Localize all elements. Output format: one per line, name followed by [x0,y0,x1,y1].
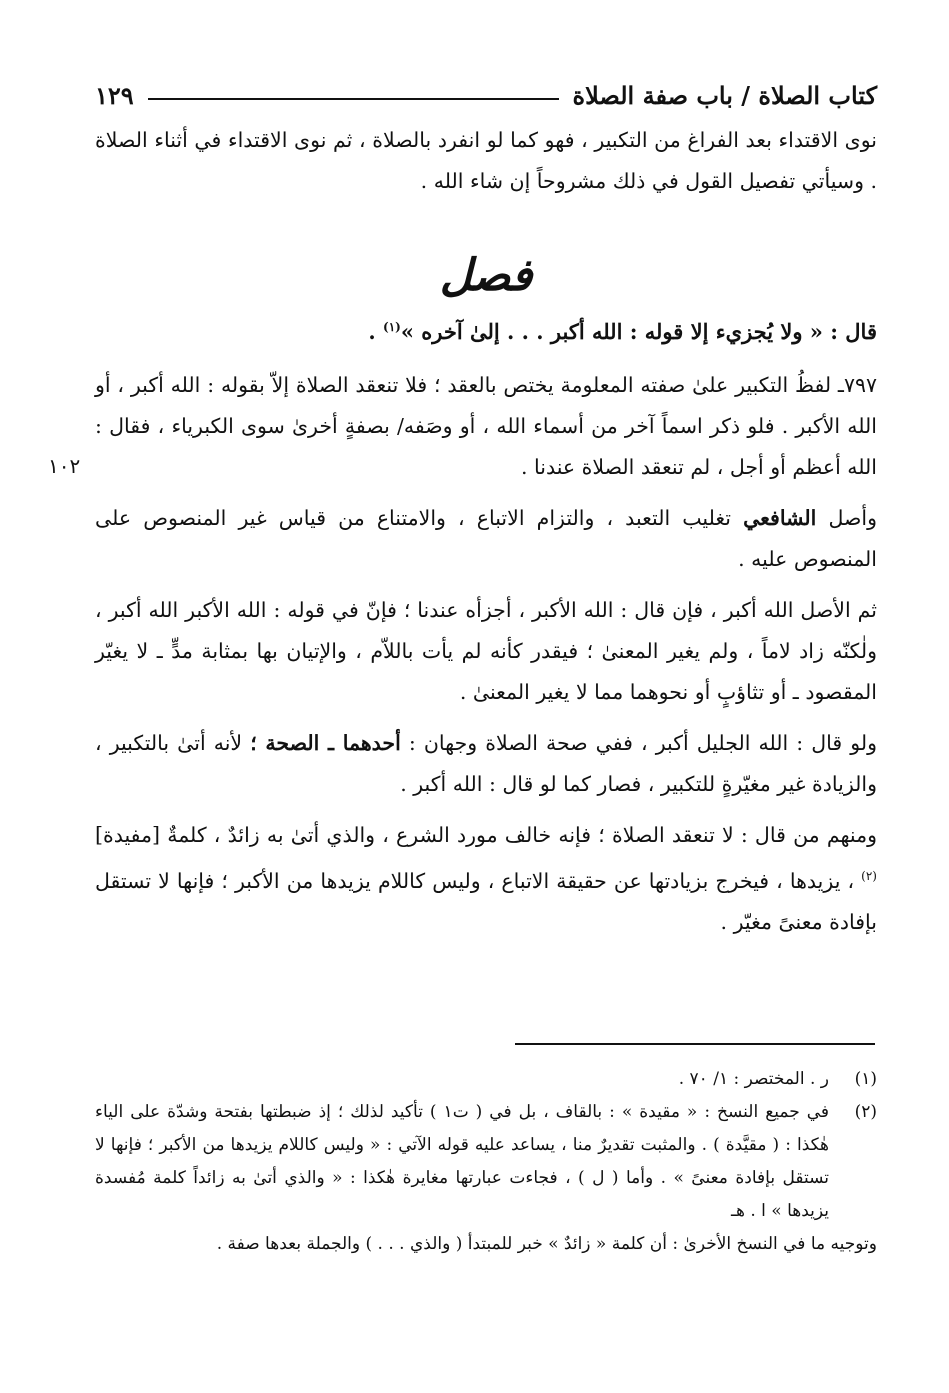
paragraph-797: ٧٩٧ـ لفظُ التكبير علىٰ صفته المعلومة يختص بالعقد ؛ فلا تنعقد الصلاة إلاّ بقوله : الله أكبر ، أو الله الأكبر . فلو ذكر اسماً آخر من أسماء الله ، أو وصَفه/ بصفةٍ أخرىٰ سوى الكبرياء ، فقال : الله أعظم أو أجل ، لم تنعقد الصلاة عندنا . [95,373,877,479]
footnote-ref-2: (٢) [861,869,877,883]
footnote-number: (٢) [854,1102,877,1122]
footnote-text: في جميع النسخ : « مقيدة » : بالقاف ، بل في ( ت١ ) تأكيد لذلك ؛ إذ ضبطتها بفتحة وشدّة على الياء هٰكذا : ( مقيَّدة ) . والمثبت تقديرٌ منا ، يساعد عليه قوله الآتي : « وليس كاللام يزيدها من الأكبر ؛ فإنها لا تستقل بإفادة معنىً » . وأما ( ل ) ، فجاءت عبارتها مغايرة هٰكذا : « والذي أتىٰ به زائداً كلمة مُفسدة يزيدها » ا . هـ [95,1102,829,1221]
p4-rest: لأنه أتىٰ بالتكبير ، والزيادة غير مغيّرةٍ للتكبير ، فصار كما لو قال : الله أكبر . [95,731,877,796]
footnote-text: ر . المختصر : ١/ ٧٠ . [678,1069,829,1089]
footnote-number: (١) [854,1069,877,1089]
margin-page-number: ١٠٢ [48,454,81,478]
footnote-2 [95,1096,877,1228]
quote-text: قال : « ولا يُجزيء إلا قوله : الله أكبر . . . إلىٰ آخره » [400,319,877,344]
paragraph-minhum [95,815,877,943]
footnotes [95,1063,877,1261]
p5-a: ومنهم من قال : لا تنعقد الصلاة ؛ فإنه خالف مورد الشرع ، والذي أتىٰ به زائدٌ ، كلمةٌ [مفيدة] [95,823,877,847]
running-header [95,70,877,120]
footnote-2-continuation: وتوجيه ما في النسخ الأخرىٰ : أن كلمة « زائدٌ » خبر للمبتدأ ( والذي . . . ) والجملة بعدها صفة . [216,1234,877,1254]
header-rule [148,98,559,100]
p2-rest: تغليب التعبد ، والتزام الاتباع ، والامتناع من قياس غير المنصوص على المنصوص عليه . [95,506,877,571]
footnote-ref-1: (١) [383,320,401,334]
footnote-separator [515,1043,875,1045]
section-quote: قال : « ولا يُجزيء إلا قوله : الله أكبر . . . إلىٰ آخره »$^{(١)}$ . [368,319,877,344]
p5-b: ، يزيدها ، فيخرج بزيادتها عن حقيقة الاتباع ، وليس كاللام يزيدها من الأكبر ؛ فإنها لا تستقل بإفادة معنىً مغيّر . [95,868,877,934]
paragraph-asl: ثم الأصل الله أكبر ، فإن قال : الله الأكبر ، أجزأه عندنا ؛ فإنّ في قوله : الله الأكبر الله أكبر ، ولٰكنّه زاد لاماً ، ولم يغير المعنىٰ ؛ فيقدر كأنه لم يأت باللاّم ، والإتيان بها بمثابة مدٍّ ـ لا يغيّر المقصود ـ أو تثاؤبٍ أو نحوهما مما لا يغير المعنىٰ . [95,598,877,704]
page-number: ١٢٩ [95,80,134,110]
header-title: كتاب الصلاة / باب صفة الصلاة [572,80,877,110]
p4-lead: ولو قال : الله الجليل أكبر ، ففي صحة الصلاة وجهان : [408,731,877,755]
intro-paragraph: نوى الاقتداء بعد الفراغ من التكبير ، فهو كما لو انفرد بالصلاة ، ثم نوى الاقتداء في أثناء الصلاة . وسيأتي تفصيل القول في ذلك مشروحاً إن شاء الله . [95,128,877,193]
footnote-1 [95,1063,877,1096]
page-body [95,70,877,943]
name-shafii: الشافعي [743,506,817,530]
section-heading: فصل [439,250,533,301]
p4-bold: أحدهما ـ الصحة ؛ [250,731,401,755]
p2-lead: وأصل [828,506,877,530]
paragraph-jalil [95,723,877,805]
paragraph-shafii [95,498,877,580]
